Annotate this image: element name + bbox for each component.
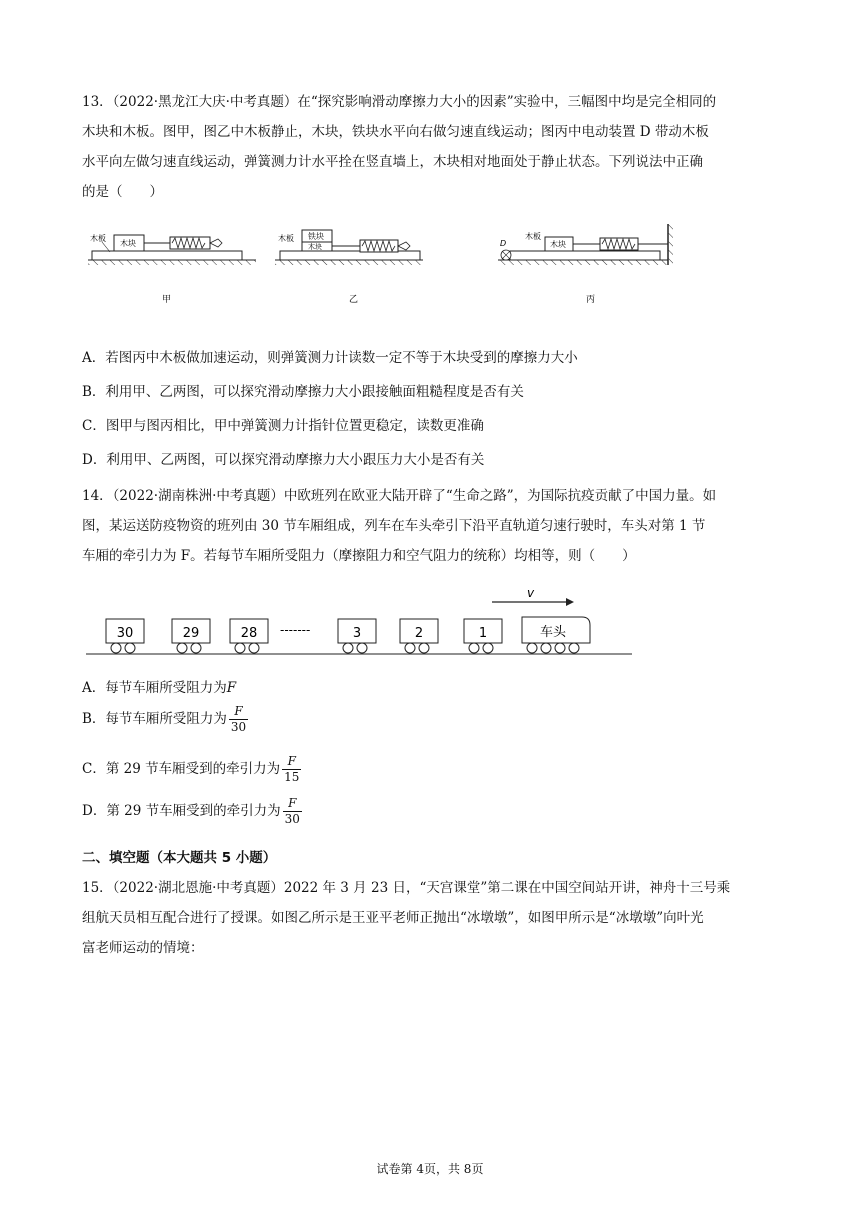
svg-text:木板: 木板 <box>278 234 294 243</box>
q13-line-3: 水平向左做匀速直线运动，弹簧测力计水平拴在竖直墙上，木块相对地面处于静止状态。下列说法中正确 <box>82 154 703 170</box>
q13-figure <box>80 222 700 332</box>
section-heading: 二、填空题（本大题共 5 小题） <box>82 850 277 866</box>
svg-text:木块: 木块 <box>308 243 322 251</box>
svg-text:29: 29 <box>182 626 200 641</box>
car-ellipsis: ------- <box>280 623 311 637</box>
label-d: D <box>500 239 507 248</box>
q14-option-a: A．每节车厢所受阻力为F <box>82 680 237 696</box>
velocity-label: v <box>527 586 535 600</box>
q14-line-2: 图，某运送防疫物资的班列由 30 节车厢组成，列车在车头牵引下沿平直轨道匀速行驶时，车头对第 1 节 <box>82 518 706 534</box>
car-1 <box>464 619 502 653</box>
svg-text:木块: 木块 <box>550 240 566 249</box>
svg-text:车头: 车头 <box>539 625 567 640</box>
q13-option-b: B．利用甲、乙两图，可以探究滑动摩擦力大小跟接触面粗糙程度是否有关 <box>82 384 524 400</box>
q15-line-1: 15．（2022·湖北恩施·中考真题）2022 年 3 月 23 日，“天宫课堂”第二课在中国空间站开讲，神舟十三号乘 <box>82 880 731 896</box>
figure-yi <box>275 230 423 305</box>
q14-option-d: D．第 29 节车厢受到的牵引力为 $\frac{F}{30}$ <box>82 796 300 826</box>
q14-option-b: B．每节车厢所受阻力为 $\frac{F}{30}$ <box>82 704 247 734</box>
q14-line-1: 14．（2022·湖南株洲·中考真题）中欧班列在欧亚大陆开辟了“生命之路”，为国际抗疫贡献了中国力量。如 <box>82 488 717 504</box>
q13-option-c: C．图甲与图丙相比，甲中弹簧测力计指针位置更稳定，读数更准确 <box>82 418 484 434</box>
svg-text:3: 3 <box>352 626 362 641</box>
figure-jia <box>88 233 256 305</box>
fraction: $\frac{F}{15}$ <box>284 754 300 784</box>
page-footer: 试卷第 4页，共 8页 <box>376 1162 484 1176</box>
q13-line-1: 13．（2022·黑龙江大庆·中考真题）在“探究影响滑动摩擦力大小的因素”实验中，三幅图中均是完全相同的 <box>82 94 717 110</box>
label-board: 木板 <box>90 234 106 243</box>
fraction: $\frac{F}{30}$ <box>230 704 247 734</box>
caption-bing: 丙 <box>586 295 596 305</box>
q14-option-c: C．第 29 节车厢受到的牵引力为 $\frac{F}{15}$ <box>82 754 300 784</box>
q13-line-2: 木块和木板。图甲，图乙中木板静止，木块，铁块水平向右做匀速直线运动；图丙中电动装置 D 带动木板 <box>82 124 709 140</box>
car-30 <box>106 619 144 653</box>
q15-line-3: 富老师运动的情境： <box>82 940 204 956</box>
q13-line-4: 的是（ ） <box>82 184 163 200</box>
q14-option-a-var: F <box>226 680 237 696</box>
q15-line-2: 组航天员相互配合进行了授课。如图乙所示是王亚平老师正抛出“冰墩墩”，如图甲所示是“冰墩墩”向叶光 <box>82 910 704 926</box>
svg-text:28: 28 <box>240 626 258 641</box>
car-2 <box>400 619 438 653</box>
label-block: 木块 <box>120 239 136 248</box>
fraction: $\frac{F}{30}$ <box>284 796 300 826</box>
svg-text:1: 1 <box>478 626 488 641</box>
q14-train-figure <box>80 584 640 664</box>
q13-option-a: A．若图丙中木板做加速运动，则弹簧测力计读数一定不等于木块受到的摩擦力大小 <box>82 350 578 366</box>
car-28 <box>230 619 268 653</box>
svg-text:木板: 木板 <box>525 232 541 241</box>
svg-text:2: 2 <box>414 626 424 641</box>
label-iron: 铁块 <box>308 232 324 241</box>
locomotive <box>522 617 590 653</box>
q14-line-3: 车厢的牵引力为 F。若每节车厢所受阻力（摩擦阻力和空气阻力的统称）均相等，则（ ） <box>82 548 636 564</box>
caption-yi: 乙 <box>349 295 359 305</box>
car-29 <box>172 619 210 653</box>
q13-option-d: D．利用甲、乙两图，可以探究滑动摩擦力大小跟压力大小是否有关 <box>82 452 485 468</box>
svg-text:30: 30 <box>116 626 134 641</box>
caption-jia: 甲 <box>162 295 172 305</box>
figure-bing <box>498 224 673 305</box>
car-3 <box>338 619 376 653</box>
